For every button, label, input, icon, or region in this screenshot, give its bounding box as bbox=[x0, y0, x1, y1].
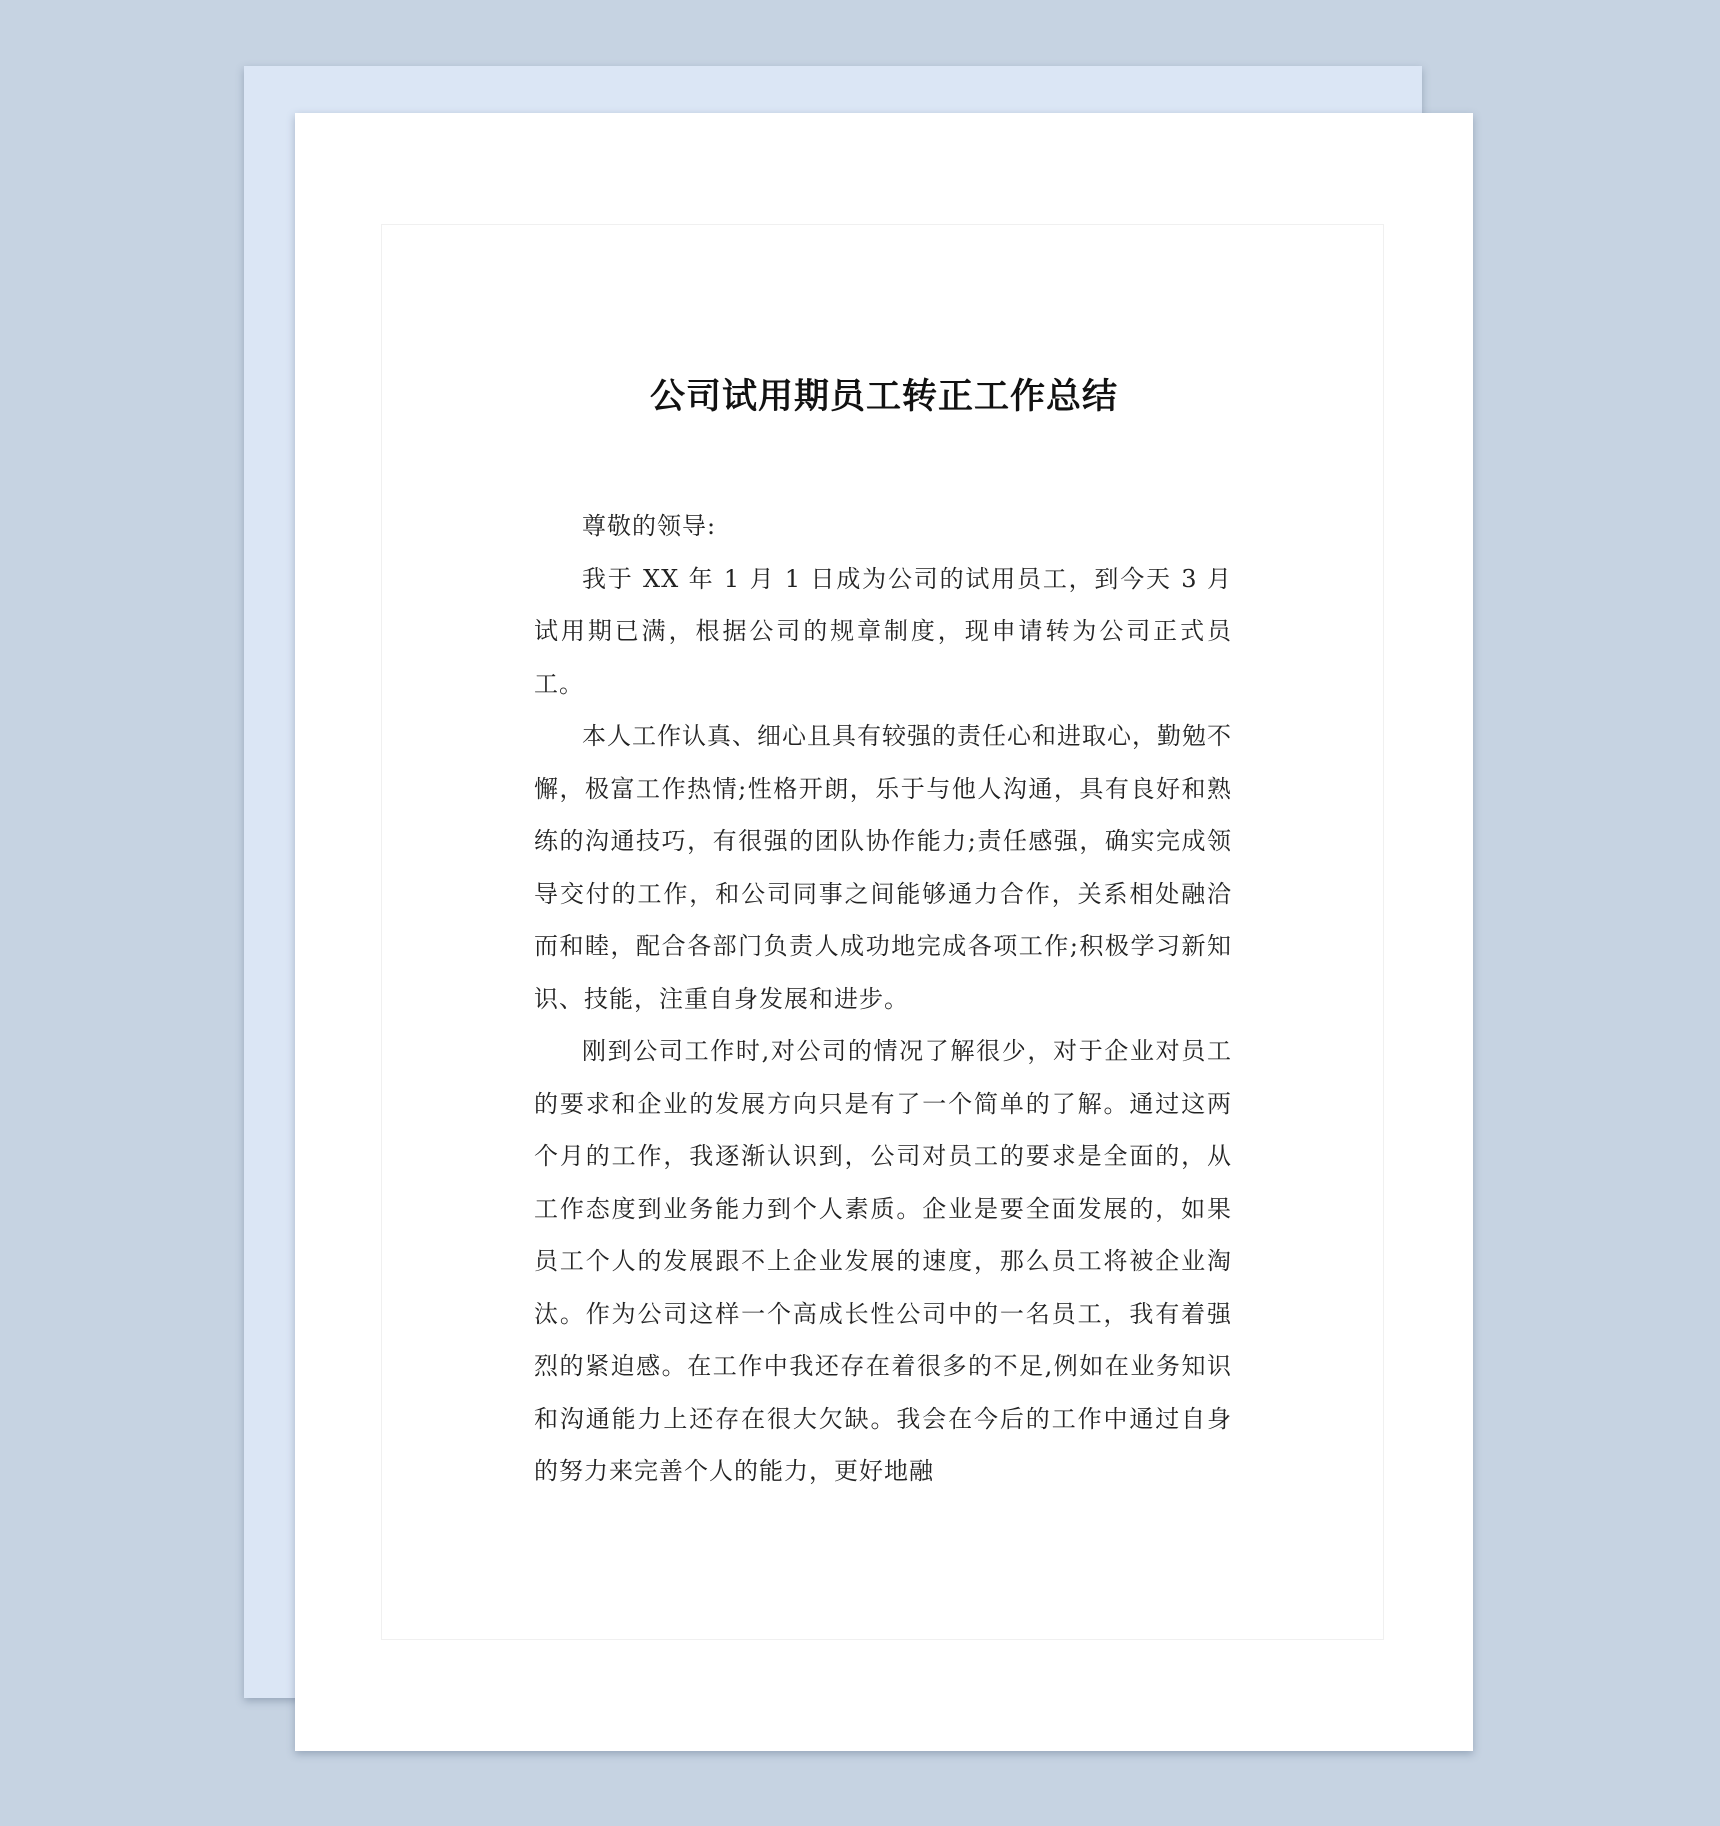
body-paragraph: 刚到公司工作时,对公司的情况了解很少，对于企业对员工的要求和企业的发展方向只是有了一个简单的了解。通过这两个月的工作，我逐渐认识到，公司对员工的要求是全面的，从工作态度到业务能力到个人素质。企业是要全面发展的，如果员工个人的发展跟不上企业发展的速度，那么员工将被企业淘汰。作为公司这样一个高成长性公司中的一名员工，我有着强烈的紧迫感。在工作中我还存在着很多的不足,例如在业务知识和沟通能力上还存在很大欠缺。我会在今后的工作中通过自身的努力来完善个人的能力，更好地融 bbox=[534, 1037, 1232, 1485]
body-paragraph: 我于 XX 年 1 月 1 日成为公司的试用员工，到今天 3 月试用期已满，根据公司的规章制度，现申请转为公司正式员工。 bbox=[534, 564, 1232, 698]
body-paragraph: 本人工作认真、细心且具有较强的责任心和进取心，勤勉不懈，极富工作热情;性格开朗，乐于与他人沟通，具有良好和熟练的沟通技巧，有很强的团队协作能力;责任感强，确实完成领导交付的工作，和公司同事之间能够通力合作，关系相处融洽而和睦，配合各部门负责人成功地完成各项工作;积极学习新知识、技能，注重自身发展和进步。 bbox=[534, 722, 1232, 1013]
document-body bbox=[534, 500, 1232, 1498]
salutation: 尊敬的领导: bbox=[582, 512, 717, 540]
document-page bbox=[295, 113, 1473, 1751]
document-title: 公司试用期员工转正工作总结 bbox=[649, 377, 1118, 417]
